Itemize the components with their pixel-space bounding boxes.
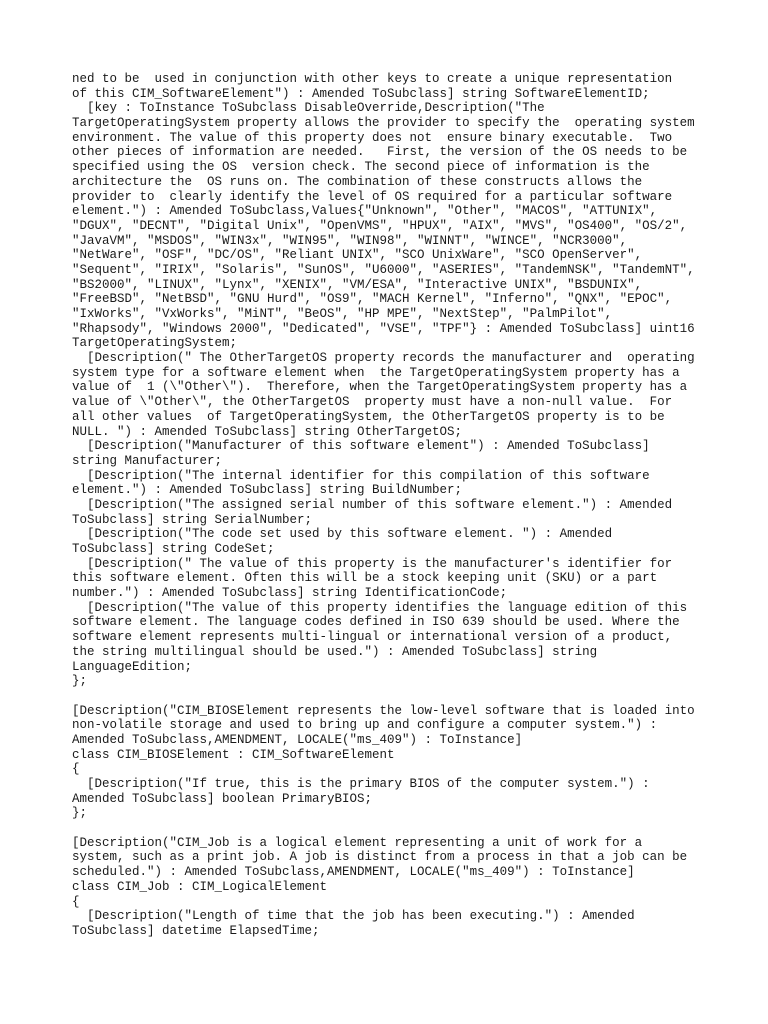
code-line: [key : ToInstance ToSubclass DisableOverride,Description("The	[72, 101, 545, 116]
code-line: system, such as a print job. A job is distinct from a process in that a job can be	[72, 850, 688, 865]
code-line: [Description(" The OtherTargetOS property records the manufacturer and operating	[72, 351, 695, 366]
code-line: NULL. ") : Amended ToSubclass] string OtherTargetOS;	[72, 424, 463, 439]
code-line: [Description("CIM_Job is a logical element representing a unit of work for a	[72, 835, 643, 850]
code-line: {	[72, 762, 80, 777]
code-line: scheduled.") : Amended ToSubclass,AMENDMENT, LOCALE("ms_409") : ToInstance]	[72, 865, 635, 880]
code-line: "IxWorks", "VxWorks", "MiNT", "BeOS", "HP MPE", "NextStep", "PalmPilot",	[72, 307, 613, 321]
code-line: {	[72, 894, 80, 909]
code-line: system type for a software element when the TargetOperatingSystem property has a	[72, 365, 680, 380]
code-line: software element. The language codes defined in ISO 639 should be used. Where the	[72, 615, 680, 630]
code-line: environment. The value of this property does not ensure binary executable. Two	[72, 130, 673, 145]
code-line: TargetOperatingSystem;	[72, 336, 238, 351]
code-line: of this CIM_SoftwareElement") : Amended ToSubclass] string SoftwareElementID;	[72, 86, 650, 101]
code-line: };	[72, 806, 88, 821]
code-listing	[72, 72, 732, 939]
code-line: element.") : Amended ToSubclass] string BuildNumber;	[72, 483, 463, 498]
code-line: architecture the OS runs on. The combination of these constructs allows the	[72, 174, 643, 189]
code-line: [Description("Manufacturer of this software element") : Amended ToSubclass]	[72, 439, 650, 454]
code-line: Amended ToSubclass,AMENDMENT, LOCALE("ms_409") : ToInstance]	[72, 732, 523, 747]
code-line: "BS2000", "LINUX", "Lynx", "XENIX", "VM/ESA", "Interactive UNIX", "BSDUNIX",	[72, 277, 643, 292]
code-line: ToSubclass] string CodeSet;	[72, 542, 275, 556]
code-line: };	[72, 674, 88, 689]
code-line: [Description("The assigned serial number of this software element.") : Amended	[72, 497, 673, 512]
code-line: [Description("The value of this property identifies the language edition of this	[72, 600, 688, 615]
code-line: "NetWare", "OSF", "DC/OS", "Reliant UNIX", "SCO UnixWare", "SCO OpenServer",	[72, 248, 643, 263]
code-line: provider to clearly identify the level of OS required for a particular software	[72, 189, 673, 204]
code-line: LanguageEdition;	[72, 659, 193, 674]
code-line: other pieces of information are needed. First, the version of the OS needs to be	[72, 145, 688, 160]
code-line: ToSubclass] datetime ElapsedTime;	[72, 923, 320, 938]
code-line: [Description("If true, this is the primary BIOS of the computer system.") :	[72, 777, 650, 791]
code-line: "DGUX", "DECNT", "Digital Unix", "OpenVMS", "HPUX", "AIX", "MVS", "OS400", "OS/2",	[72, 218, 688, 233]
code-line: [Description(" The value of this property is the manufacturer's identifier for	[72, 556, 673, 571]
code-line: value of \"Other\", the OtherTargetOS property must have a non-null value. For	[72, 395, 673, 410]
code-line: [Description("CIM_BIOSElement represents the low-level software that is loaded into	[72, 703, 695, 718]
code-line	[72, 689, 732, 704]
code-line: "FreeBSD", "NetBSD", "GNU Hurd", "OS9", "MACH Kernel", "Inferno", "QNX", "EPOC",	[72, 292, 673, 307]
code-line: software element represents multi-lingual or international version of a product,	[72, 630, 673, 645]
code-line: "Sequent", "IRIX", "Solaris", "SunOS", "U6000", "ASERIES", "TandemNSK", "TandemNT",	[72, 262, 695, 277]
code-line: ned to be used in conjunction with other keys to create a unique representation	[72, 72, 673, 86]
code-line: number.") : Amended ToSubclass] string IdentificationCode;	[72, 586, 508, 601]
code-line: TargetOperatingSystem property allows the provider to specify the operating system	[72, 116, 695, 131]
code-line	[72, 821, 732, 836]
code-line: ToSubclass] string SerialNumber;	[72, 512, 313, 527]
code-line: "JavaVM", "MSDOS", "WIN3x", "WIN95", "WIN98", "WINNT", "WINCE", "NCR3000",	[72, 233, 628, 248]
code-line: value of 1 (\"Other\"). Therefore, when the TargetOperatingSystem property has a	[72, 380, 688, 395]
code-line: element.") : Amended ToSubclass,Values{"Unknown", "Other", "MACOS", "ATTUNIX",	[72, 204, 658, 219]
code-line: [Description("The internal identifier for this compilation of this software	[72, 468, 650, 483]
code-line: [Description("Length of time that the job has been executing.") : Amended	[72, 909, 635, 924]
code-line: specified using the OS version check. The second piece of information is the	[72, 160, 650, 175]
code-line: "Rhapsody", "Windows 2000", "Dedicated", "VSE", "TPF"} : Amended ToSubclass] uint16	[72, 321, 695, 336]
code-line: Amended ToSubclass] boolean PrimaryBIOS;	[72, 791, 373, 806]
code-line: class CIM_Job : CIM_LogicalElement	[72, 879, 328, 894]
code-line: this software element. Often this will be a stock keeping unit (SKU) or a part	[72, 571, 658, 586]
code-line: [Description("The code set used by this software element. ") : Amended	[72, 527, 613, 542]
code-line: all other values of TargetOperatingSystem, the OtherTargetOS property is to be	[72, 409, 665, 424]
code-line: string Manufacturer;	[72, 453, 223, 468]
code-line: the string multilingual should be used.") : Amended ToSubclass] string	[72, 644, 598, 659]
code-line: non-volatile storage and used to bring up and configure a computer system.") :	[72, 718, 658, 733]
code-line: class CIM_BIOSElement : CIM_SoftwareElement	[72, 747, 395, 762]
